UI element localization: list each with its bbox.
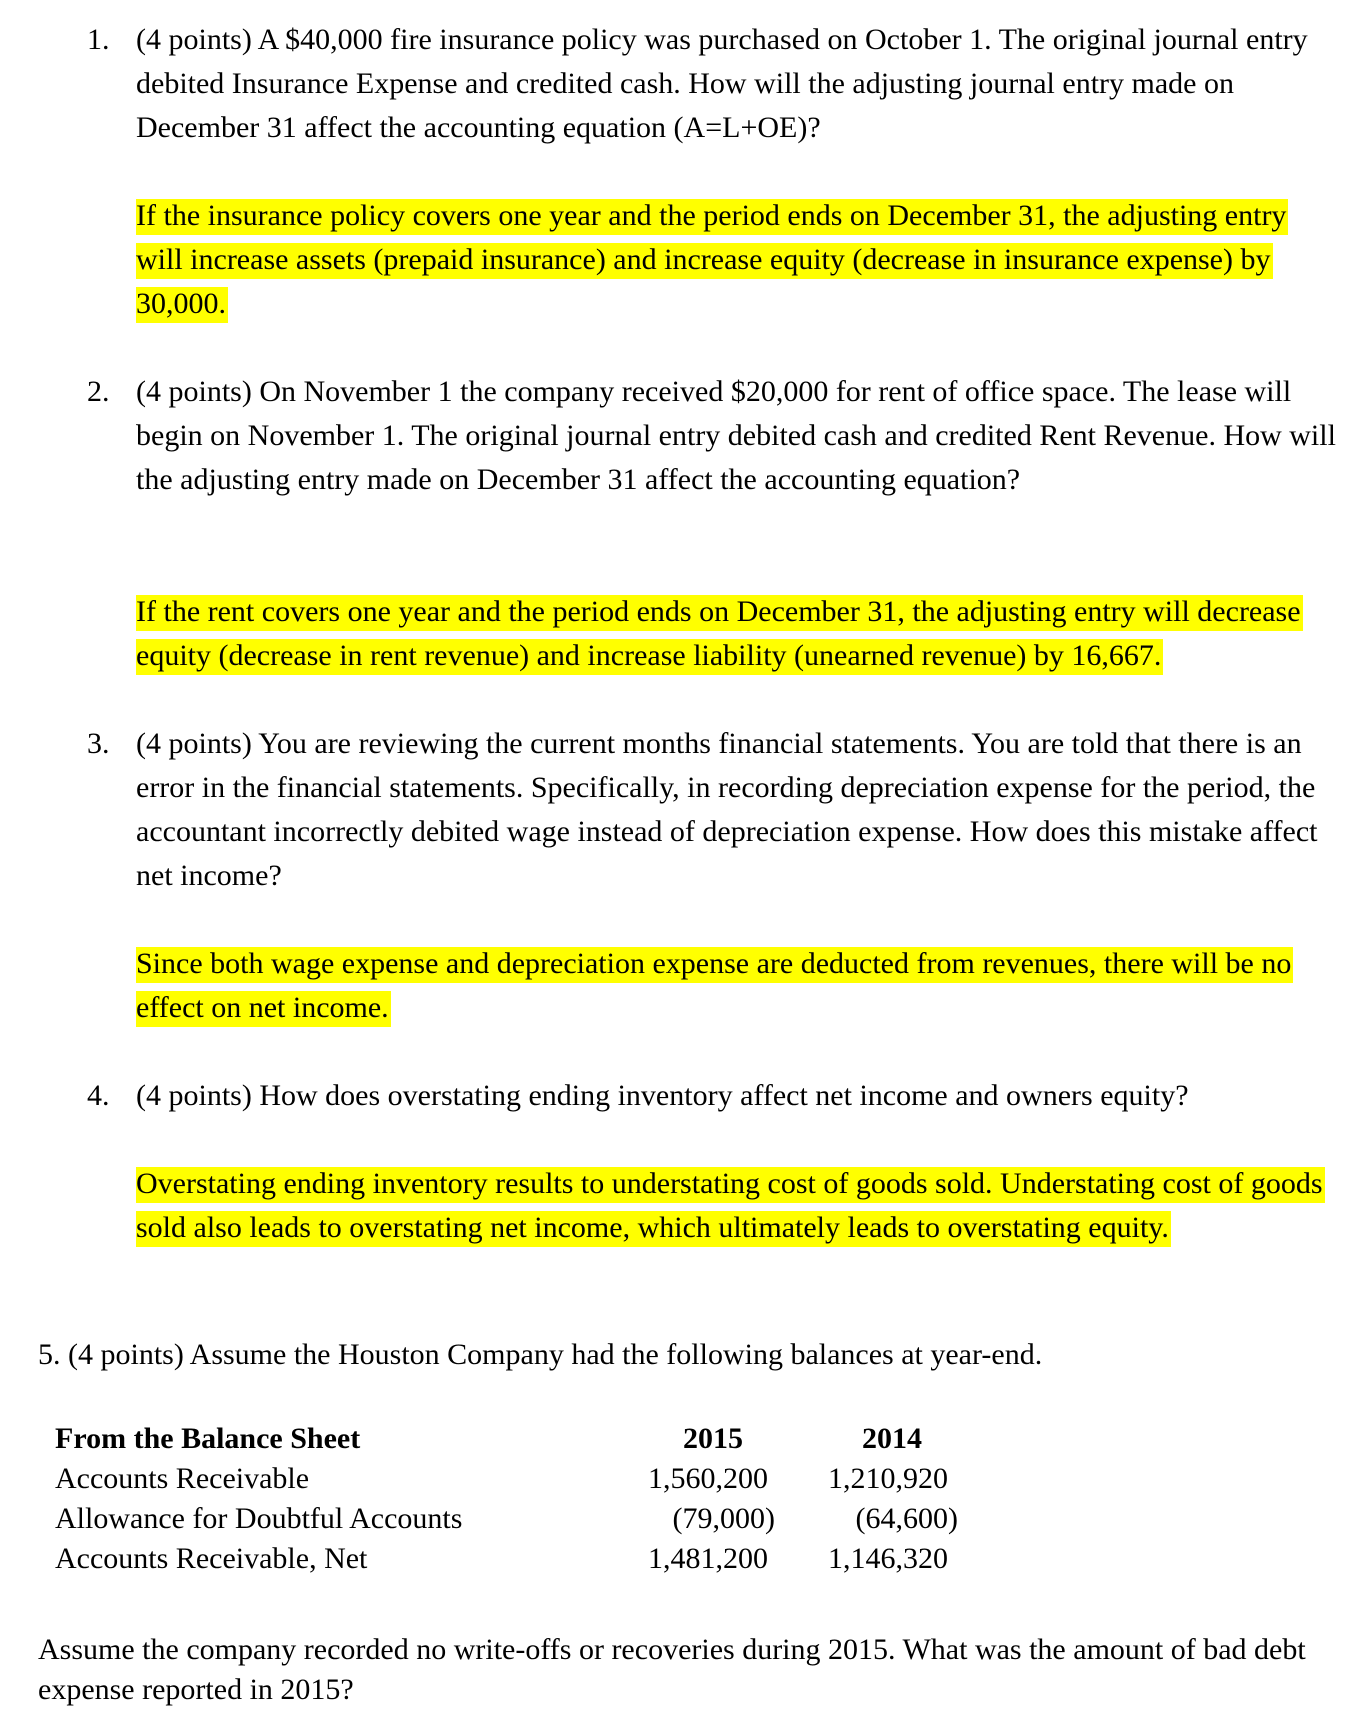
answer-text bbox=[136, 194, 1336, 326]
row-value-2014: 1,210,920 bbox=[828, 1462, 948, 1495]
question-text: (4 points) You are reviewing the current months financial statements. You are told that there is an error in the financial statements. Specifically, in recording depreciation expense for the period, the accountant incorrectly debited wage instead of depreciation expense. How does this mistake affect net income? bbox=[136, 727, 1318, 892]
row-label: Allowance for Doubtful Accounts bbox=[55, 1502, 463, 1535]
question-number: 4. bbox=[87, 1079, 110, 1112]
question-text: (4 points) How does overstating ending inventory affect net income and owners equity? bbox=[136, 1079, 1189, 1112]
table-row bbox=[55, 1539, 1055, 1579]
table-header-row bbox=[55, 1419, 1055, 1459]
row-value-2014: (64,600) bbox=[855, 1502, 958, 1535]
table-row bbox=[55, 1459, 1055, 1499]
question-number: 2. bbox=[87, 375, 110, 408]
highlighted-answer: If the insurance policy covers one year and the period ends on December 31, the adjusting entry will increase assets (prepaid insurance) and increase equity (decrease in insurance expense) by 30,000. bbox=[136, 199, 1288, 323]
answer-text bbox=[136, 942, 1336, 1030]
row-value-2015: (79,000) bbox=[672, 1502, 775, 1535]
question-5-text: Assume the company recorded no write-offs or recoveries during 2015. What was the amount of bad debt expense reported in 2015? bbox=[38, 1633, 1306, 1706]
row-value-2015: 1,560,200 bbox=[648, 1462, 768, 1495]
question-text: (4 points) On November 1 the company received $20,000 for rent of office space. The lease will begin on November 1. The original journal entry debited cash and credited Rent Revenue. How will the adjusting entry made on December 31 affect the accounting equation? bbox=[136, 375, 1336, 496]
answer-text bbox=[136, 590, 1336, 678]
question-number: 3. bbox=[87, 727, 110, 760]
table-header-2014: 2014 bbox=[862, 1422, 922, 1455]
table-row bbox=[55, 1499, 1055, 1539]
question-text: (4 points) A $40,000 fire insurance policy was purchased on October 1. The original journal entry debited Insurance Expense and credited cash. How will the adjusting journal entry made on December 31 affect the accounting equation (A=L+OE)? bbox=[136, 23, 1308, 144]
row-label: Accounts Receivable bbox=[55, 1462, 310, 1495]
question-number: 1. bbox=[87, 23, 110, 56]
row-value-2015: 1,481,200 bbox=[648, 1542, 768, 1575]
highlighted-answer: Overstating ending inventory results to understating cost of goods sold. Understating cost of goods sold also leads to overstating net income, which ultimately leads to overstating equity. bbox=[136, 1167, 1325, 1247]
highlighted-answer: Since both wage expense and depreciation expense are deducted from revenues, there will be no effect on net income. bbox=[136, 947, 1293, 1027]
highlighted-answer: If the rent covers one year and the period ends on December 31, the adjusting entry will decrease equity (decrease in rent revenue) and increase liability (unearned revenue) by 16,667. bbox=[136, 595, 1303, 675]
row-value-2014: 1,146,320 bbox=[828, 1542, 948, 1575]
question-5-intro: 5. (4 points) Assume the Houston Company had the following balances at year-end. bbox=[38, 1338, 1043, 1371]
answer-text bbox=[136, 1162, 1336, 1250]
table-header-label: From the Balance Sheet bbox=[55, 1422, 361, 1455]
balance-sheet-table bbox=[55, 1419, 1055, 1579]
table-header-2015: 2015 bbox=[683, 1422, 743, 1455]
row-label: Accounts Receivable, Net bbox=[55, 1542, 368, 1575]
